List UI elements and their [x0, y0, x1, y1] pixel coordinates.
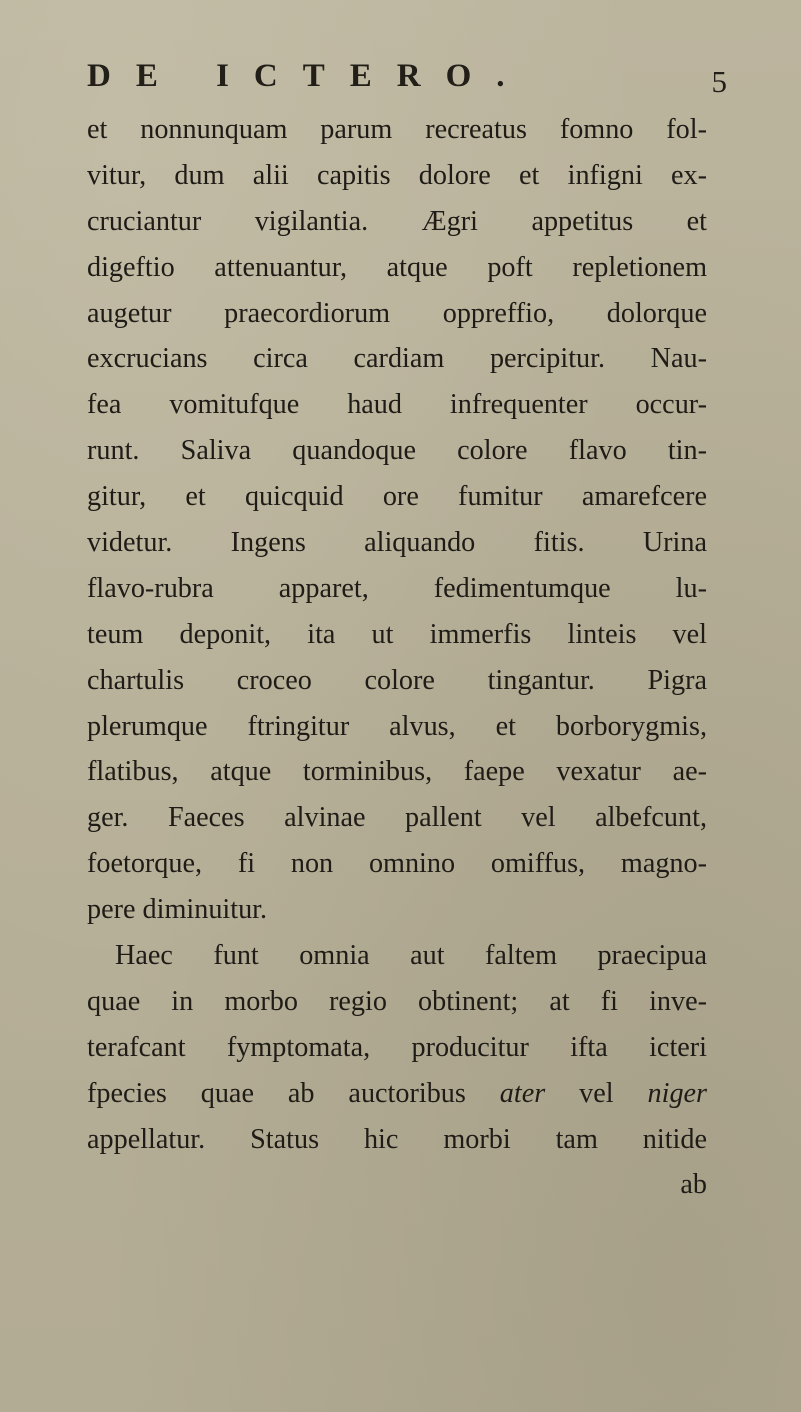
text-line: appellatur. Status hic morbi tam nitide — [87, 1123, 707, 1155]
text-line: chartulis croceo colore tingantur. Pigra — [87, 664, 707, 696]
text-line: foetorque, fi non omnino omiffus, magno- — [87, 848, 707, 880]
text-line: flatibus, atque torminibus, faepe vexatur ae- — [87, 756, 707, 788]
text-line: ger. Faeces alvinae pallent vel albefcunt, — [87, 802, 707, 834]
text-line: vitur, dum alii capitis dolore et infigni ex- — [87, 159, 707, 191]
catchword: ab — [680, 1169, 707, 1201]
text-line: videtur. Ingens aliquando fitis. Urina — [87, 527, 707, 559]
text-line: Haec funt omnia aut faltem praecipua — [115, 940, 707, 972]
text-segment: vel — [579, 1077, 614, 1109]
body-text — [87, 107, 707, 1208]
text-line: flavo-rubra apparet, fedimentumque lu- — [87, 572, 707, 604]
text-line: pere diminuitur. — [87, 894, 268, 926]
text-line: terafcant fymptomata, producitur ifta icteri — [87, 1031, 707, 1063]
text-line: runt. Saliva quandoque colore flavo tin- — [87, 435, 707, 467]
page-number: 5 — [711, 64, 727, 99]
text-line: et nonnunquam parum recreatus fomno fol- — [87, 114, 707, 145]
text-line: digeftio attenuantur, atque poft repletionem — [87, 251, 707, 283]
text-line-mixed — [87, 1071, 707, 1117]
text-line: quae in morbo regio obtinent; at fi inve- — [87, 985, 707, 1017]
text-line: fea vomitufque haud infrequenter occur- — [87, 389, 707, 421]
running-title: DE ICTERO. — [87, 58, 530, 94]
text-line: gitur, et quicquid ore fumitur amarefcere — [87, 481, 707, 513]
text-line: excrucians circa cardiam percipitur. Nau- — [87, 343, 707, 375]
italic-term: ater — [499, 1077, 546, 1109]
text-line: plerumque ftringitur alvus, et borborygmis, — [87, 710, 707, 742]
running-head — [87, 58, 727, 102]
text-line: cruciantur vigilantia. Ægri appetitus et — [87, 205, 707, 237]
text-line: teum deponit, ita ut immerfis linteis vel — [87, 618, 707, 650]
text-line: augetur praecordiorum oppreffio, dolorque — [87, 297, 707, 329]
italic-term: niger — [647, 1077, 708, 1109]
text-segment: fpecies quae ab auctoribus — [87, 1077, 466, 1109]
